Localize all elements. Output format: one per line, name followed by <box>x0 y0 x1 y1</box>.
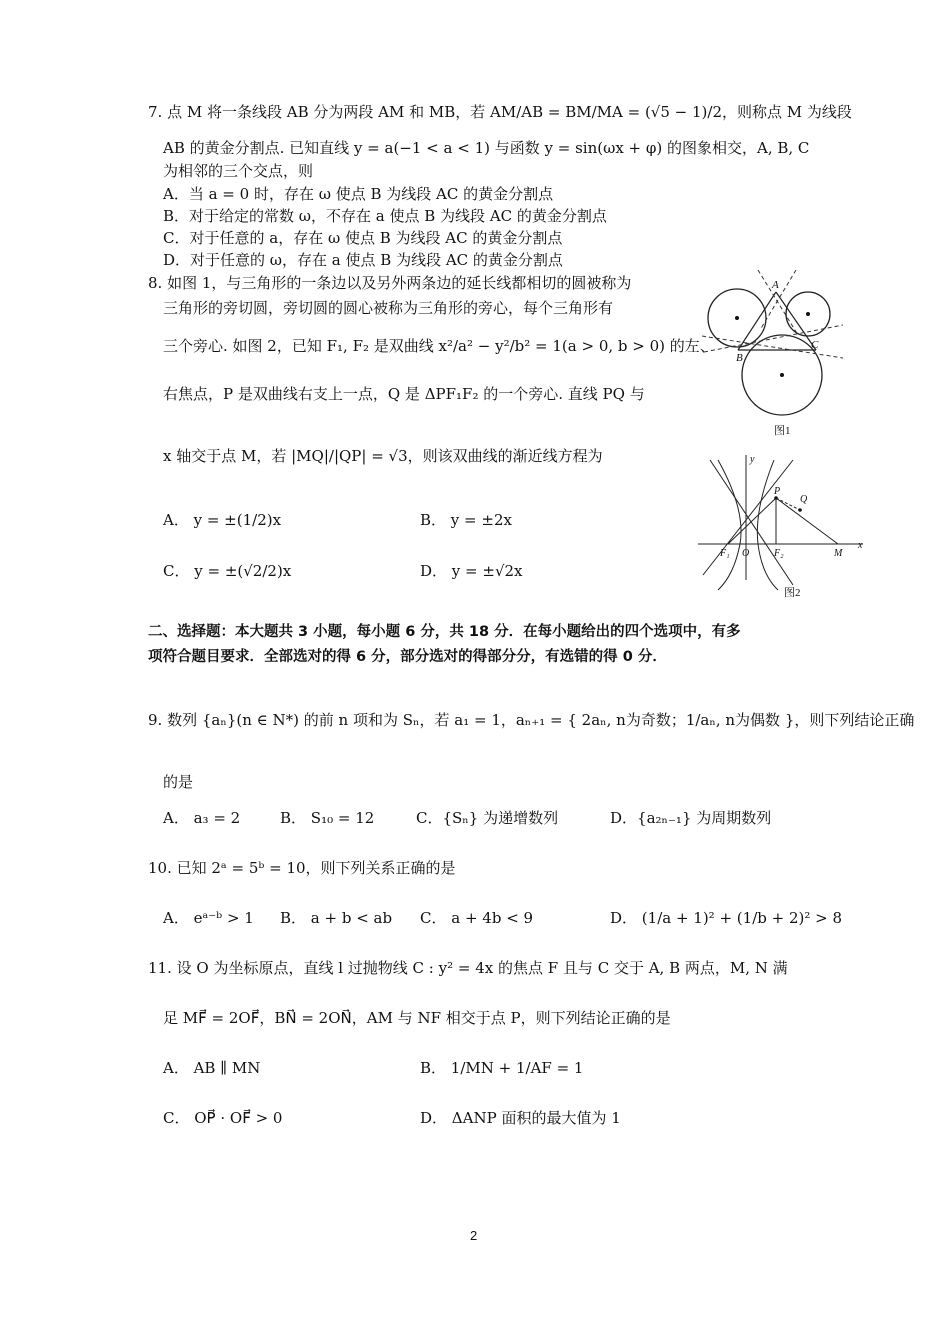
q9-option-d: D．{a₂ₙ₋₁} 为周期数列 <box>610 809 772 827</box>
q8-stem-line5: x 轴交于点 M，若 |MQ|/|QP| = √3，则该双曲线的渐近线方程为 <box>163 447 603 465</box>
section2-header-line2: 项符合题目要求．全部选对的得 6 分，部分选对的得部分分，有选错的得 0 分． <box>148 649 667 665</box>
fig2-label-y: y <box>750 454 755 465</box>
q8-option-b: B． y = ±2x <box>420 511 512 529</box>
figure-1-excircle <box>698 270 848 440</box>
q8-stem-line3: 三个旁心. 如图 2，已知 F₁, F₂ 是双曲线 x²/a² − y²/b² = 1(a > 0, b > 0) 的左、 <box>163 337 715 355</box>
fig2-line-pq <box>776 498 800 510</box>
q11-option-b: B． 1/MN + 1/AF = 1 <box>420 1059 584 1077</box>
fig1-ext-line-4 <box>702 336 843 358</box>
q7-option-a: A．当 a = 0 时，存在 ω 使点 B 为线段 AC 的黄金分割点 <box>163 185 554 203</box>
q9-option-a: A． a₃ = 2 <box>163 809 241 827</box>
page-number: 2 <box>470 1228 478 1243</box>
fig2-label-q: Q <box>800 494 808 505</box>
fig2-label-p: P <box>774 486 781 497</box>
q9-stem-line1: 9. 数列 {aₙ}(n ∈ N*) 的前 n 项和为 Sₙ，若 a₁ = 1，aₙ₊₁ = { 2aₙ, n为奇数；1/aₙ, n为偶数 }，则下列结论正确 <box>148 711 915 729</box>
q11-option-c: C． OP⃗ · OF⃗ > 0 <box>163 1109 283 1127</box>
q10-option-c: C． a + 4b < 9 <box>420 909 534 927</box>
q10-option-a: A． eᵃ⁻ᵇ > 1 <box>163 909 254 927</box>
q8-stem-line1: 8. 如图 1，与三角形的一条边以及另外两条边的延长线都相切的圆被称为 <box>148 274 632 292</box>
q7-option-d: D．对于任意的 ω，存在 a 使点 B 为线段 AC 的黄金分割点 <box>163 251 563 269</box>
q11-stem-line2: 足 MF⃗ = 2OF⃗，BN⃗ = 2ON⃗，AM 与 NF 相交于点 P，则下列结论正确的是 <box>163 1009 671 1027</box>
q10-stem: 10. 已知 2ᵃ = 5ᵇ = 10，则下列关系正确的是 <box>148 859 456 877</box>
fig2-line-f1p <box>728 498 776 544</box>
q10-option-d: D． (1/a + 1)² + (1/b + 2)² > 8 <box>610 909 843 927</box>
fig1-caption: 图1 <box>774 425 791 437</box>
q11-option-d: D． ΔANP 面积的最大值为 1 <box>420 1109 621 1127</box>
q7-option-c: C．对于任意的 a，存在 ω 使点 B 为线段 AC 的黄金分割点 <box>163 229 563 247</box>
q7-stem-line3: 为相邻的三个交点，则 <box>163 162 314 180</box>
q8-stem-line4: 右焦点，P 是双曲线右支上一点，Q 是 ΔPF₁F₂ 的一个旁心. 直线 PQ 与 <box>163 385 645 403</box>
q9-stem-line2: 的是 <box>163 773 194 791</box>
q9-option-c: C．{Sₙ} 为递增数列 <box>416 809 559 827</box>
q11-option-a: A． AB ∥ MN <box>163 1059 261 1077</box>
fig2-caption: 图2 <box>784 587 801 599</box>
fig2-asymptote-2 <box>710 460 793 585</box>
section2-header-line1: 二、选择题：本大题共 3 小题，每小题 6 分，共 18 分．在每小题给出的四个选项中，有多 <box>148 624 741 640</box>
q8-option-d: D． y = ±√2x <box>420 562 523 580</box>
q8-option-a: A． y = ±(1/2)x <box>163 511 282 529</box>
q7-option-b: B．对于给定的常数 ω，不存在 a 使点 B 为线段 AC 的黄金分割点 <box>163 207 607 225</box>
q7-stem-line1: 7. 点 M 将一条线段 AB 分为两段 AM 和 MB，若 AM/AB = BM/MA = (√5 − 1)/2，则称点 M 为线段 <box>148 103 852 121</box>
q9-option-b: B． S₁₀ = 12 <box>280 809 375 827</box>
q11-stem-line1: 11. 设 O 为坐标原点，直线 l 过抛物线 C : y² = 4x 的焦点 F 且与 C 交于 A, B 两点，M, N 满 <box>148 959 788 977</box>
figure-2-hyperbola <box>698 450 868 602</box>
q7-stem-line2: AB 的黄金分割点. 已知直线 y = a(−1 < a < 1) 与函数 y = sin(ωx + φ) 的图象相交，A, B, C <box>163 139 810 157</box>
fig1-ext-line-3 <box>704 325 843 352</box>
q8-option-c: C． y = ±(√2/2)x <box>163 562 292 580</box>
fig2-label-x: x <box>858 540 863 551</box>
fig2-label-o: O <box>742 548 750 559</box>
fig2-hyperbola-left <box>718 460 741 590</box>
fig2-label-m: M <box>834 548 843 559</box>
fig2-label-f1: F₁ <box>720 548 730 559</box>
fig1-label-b: B <box>736 352 743 364</box>
fig1-label-a: A <box>772 279 779 291</box>
q8-stem-line2: 三角形的旁切圆，旁切圆的圆心被称为三角形的旁心，每个三角形有 <box>163 299 614 317</box>
q10-option-b: B． a + b < ab <box>280 909 393 927</box>
fig1-side-ac <box>776 292 816 350</box>
fig1-label-c: C <box>811 339 819 351</box>
fig2-label-f2: F₂ <box>774 548 784 559</box>
fig1-side-ab <box>738 292 776 350</box>
